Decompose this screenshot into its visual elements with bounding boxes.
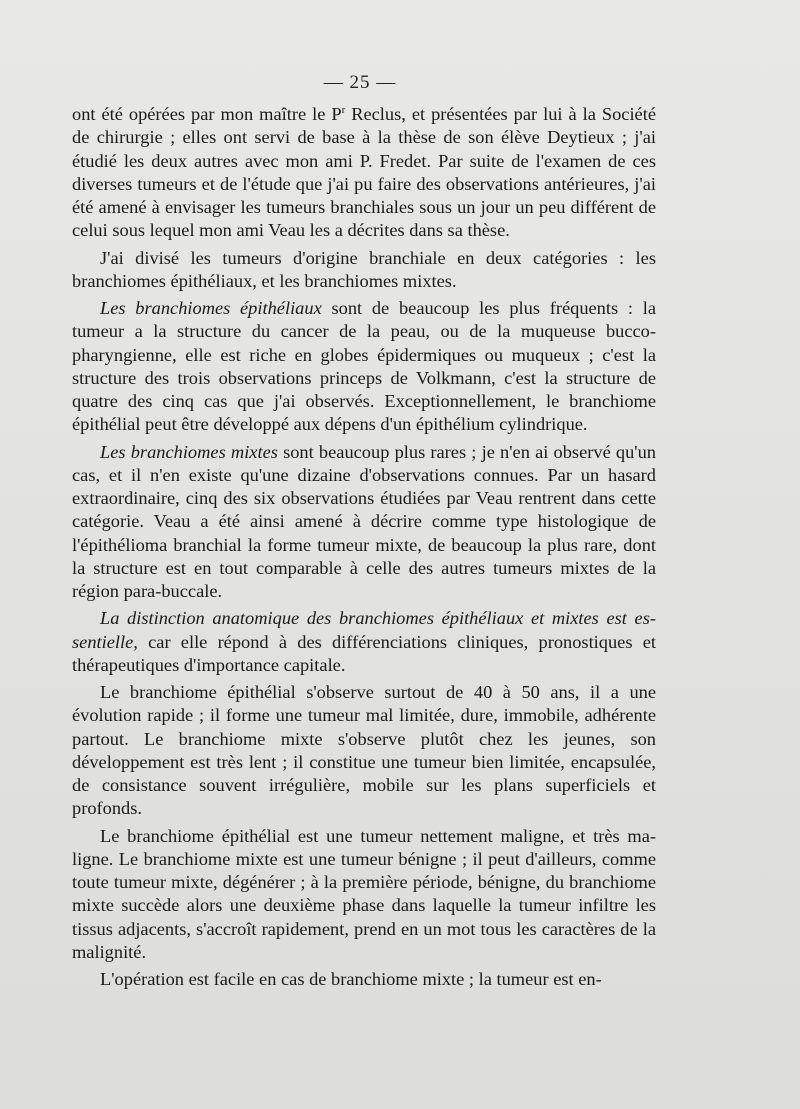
paragraph-6-text: Le branchiome épithélial s'observe surtout de 40 à 50 ans, il a une évolution rapide ; il forme une tumeur mal limitée, dure, immobile, adhérente partout. Le branchiome mixte s'observe plutôt chez les jeunes, son développement est très lent ; il constitue une tumeur bien limitée, encapsulée, de consistance souvent irrégulière, mobile sur les plans superficiels et profonds. [72, 682, 656, 819]
paragraph-5-italic-lead: La distinction anatomique des branchiomes épithéliaux et mixtes est essentielle, [72, 608, 656, 652]
paragraph-2-text: J'ai divisé les tumeurs d'origine branchiale en deux catégories : les branchiomes épithéliaux, et les branchiomes mixtes. [72, 247, 656, 291]
paragraph-6 [72, 681, 656, 821]
paragraph-1-text-b: Reclus, et présentées par lui à la Société de chirurgie ; elles ont servi de base à la thèse de son élève Deytieux ; j'ai étudié les deux autres avec mon ami P. Fredet. Par suite de l'examen de ces diverses tumeurs et de l'étude que j'ai pu faire des observations antérieures, j'ai été amené à envisager les tumeurs branchiales sous un jour un peu différent de celui sous lequel mon ami Veau les a décrites dans sa thèse. [72, 104, 656, 241]
page-number: — 25 — [323, 72, 397, 93]
professor-abbreviation-superscript: r [341, 104, 346, 116]
paragraph-7 [72, 825, 656, 965]
paragraph-4-italic-lead: Les branchiomes mixtes [100, 441, 278, 462]
paragraph-4 [72, 441, 656, 604]
paragraph-3 [72, 297, 656, 437]
paragraph-1-text-a: ont été opérées par mon maître le P [72, 104, 342, 124]
paragraph-8 [72, 968, 656, 991]
paragraph-3-italic-lead: Les branchiomes épithéliaux [100, 298, 322, 318]
paragraph-8-text: L'opération est facile en cas de branchiome mixte ; la tumeur est en- [100, 969, 602, 989]
paragraph-2 [72, 247, 656, 294]
body-text [72, 103, 656, 995]
paragraph-1 [72, 103, 656, 243]
paragraph-3-text: sont de beaucoup les plus fréquents : la tumeur a la structure du cancer de la peau, ou de la muqueuse buccopharyngienne, elle est riche en globes épidermiques ou muqueux ; c'est la structure des trois observations princeps de Volkmann, c'est la structure de quatre des cinq cas que j'ai observés. Exceptionnellement, le branchiome épithélial peut être développé aux dépens d'un épithélium cylindrique. [72, 298, 656, 435]
paragraph-5-text: car elle répond à des différenciations cliniques, pronostiques et thérapeutiques d'importance capitale. [72, 631, 656, 675]
paragraph-7-text: Le branchiome épithélial est une tumeur nettement maligne, et très maligne. Le branchiome mixte est une tumeur bénigne ; il peut d'ailleurs, comme toute tumeur mixte, dégénérer ; à la première période, bénigne, du branchiome mixte succède alors une deuxième phase dans laquelle la tumeur infiltre les tissus adjacents, s'accroît rapidement, prend en un mot tous les caractères de la malignité. [72, 825, 656, 962]
paragraph-4-text: sont beaucoup plus rares ; je n'en ai observé qu'un cas, et il n'en existe qu'une dizaine d'observations connues. Par un hasard extraordinaire, cinq des six observations étudiées par Veau rentrent dans cette catégorie. Veau a été ainsi amené à décrire comme type histologique de l'épithélioma branchial la forme tumeur mixte, de beaucoup la plus rare, dont la structure est en tout comparable à celle des autres tumeurs mixtes de la région para-buccale. [72, 441, 657, 601]
paragraph-5 [72, 607, 656, 677]
